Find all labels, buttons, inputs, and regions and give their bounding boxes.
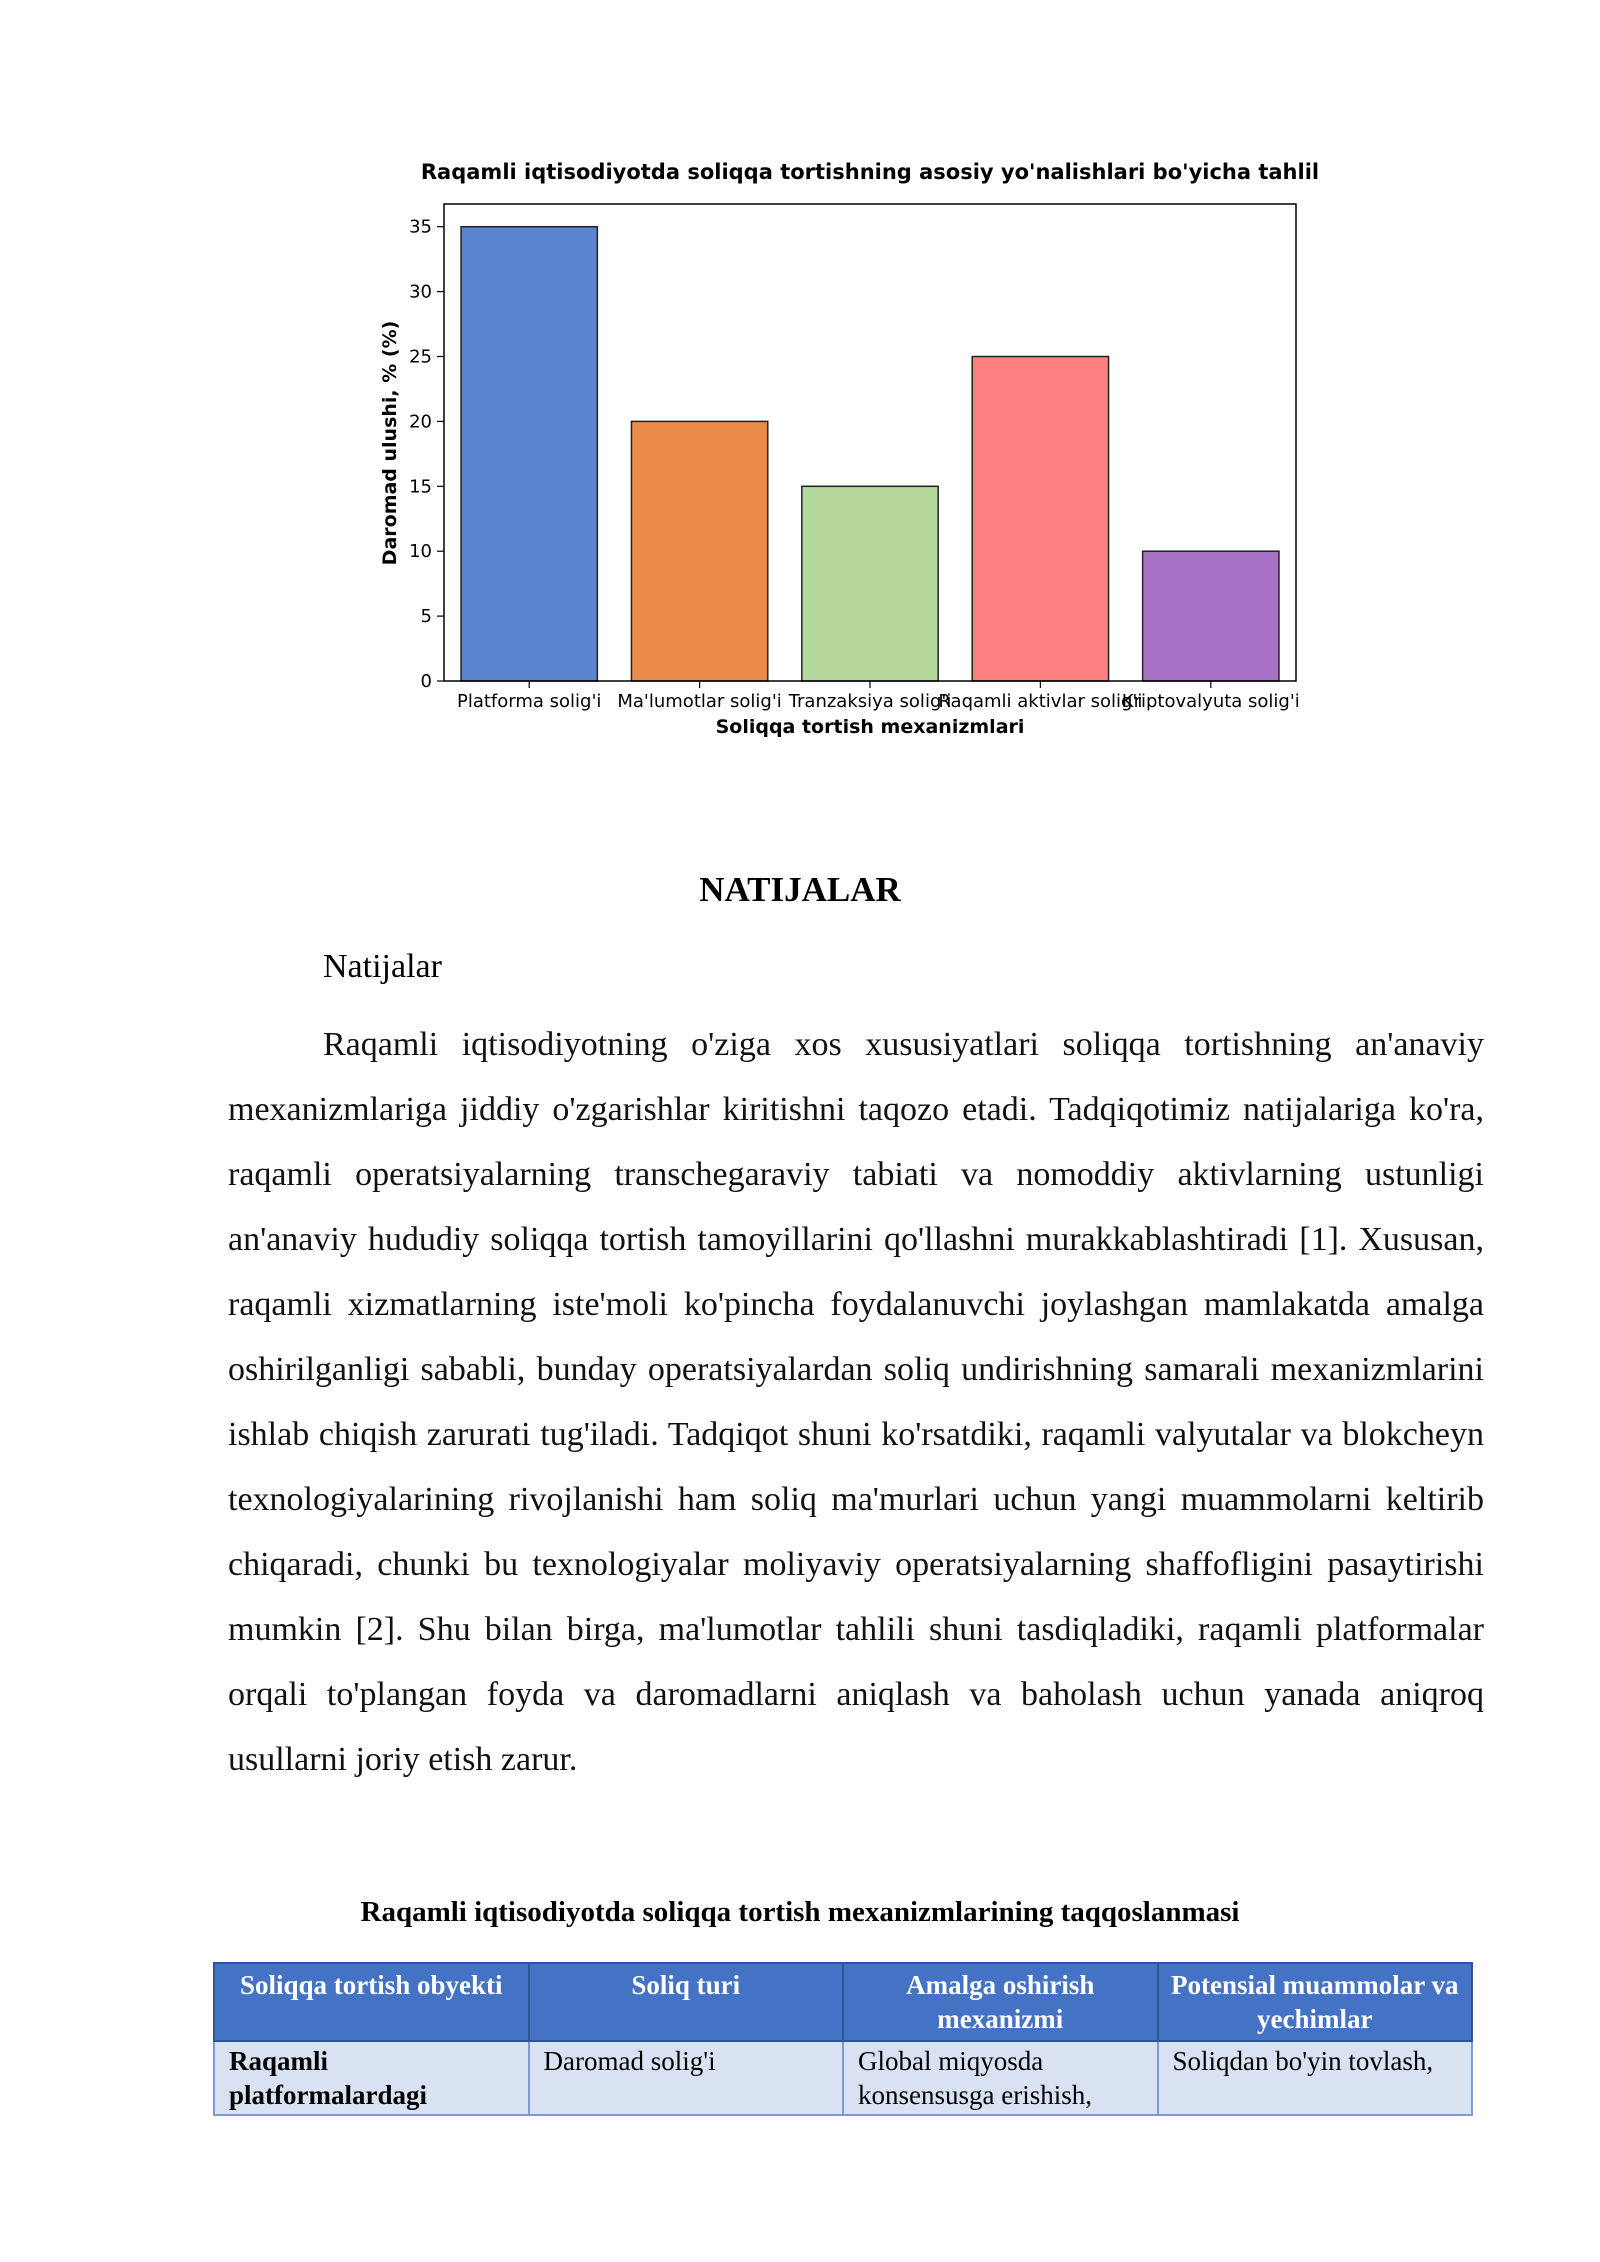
x-tick-label: Ma'lumotlar solig'i [617,691,782,712]
table-cell: Daromad solig'i [529,2041,844,2115]
x-axis-label: Soliqqa tortish mexanizmlari [715,716,1025,738]
comparison-table [213,1962,1473,2116]
x-axis-ticks [457,681,1300,712]
y-axis-ticks [409,217,444,692]
y-tick-label: 20 [409,411,432,433]
table-cell: Global miqyosda konsensusga erishish, [843,2041,1158,2115]
table-cell: Soliqdan bo'yin tovlash, [1158,2041,1473,2115]
y-tick-label: 30 [409,281,432,303]
y-tick-label: 25 [409,346,432,368]
bar [631,421,767,681]
table-row [214,2041,1472,2115]
body-paragraph: Raqamli iqtisodiyotning o'ziga xos xususiyatlari soliqqa tortishning an'anaviy mexanizmlariga jiddiy o'zgarishlar kiritishni taqozo etadi. Tadqiqotimiz natijalariga ko'ra, raqamli operatsiyalarning transchegaraviy tabiati va nomoddiy aktivlarning ustunligi an'anaviy hududiy soliqqa tortish tamoyillarini qo'llashni murakkablashtiradi [1]. Xususan, raqamli xizmatlarning iste'moli ko'pincha foydalanuvchi joylashgan mamlakatda amalga oshirilganligi sababli, bunday operatsiyalardan soliq undirishning samarali mexanizmlarini ishlab chiqish zarurati tug'iladi. Tadqiqot shuni ko'rsatdiki, raqamli valyutalar va blokcheyn texnologiyalarining rivojlanishi ham soliq ma'murlari uchun yangi muammolarni keltirib chiqaradi, chunki bu texnologiyalar moliyaviy operatsiyalarning shaffofligini pasaytirishi mumkin [2]. Shu bilan birga, ma'lumotlar tahlili shuni tasdiqladiki, raqamli platformalar orqali to'plangan foyda va daromadlarni aniqlash va baholash uchun yanada aniqroq usullarni joriy etish zarur. [228,1026,1484,1778]
table-cell: Raqamli platformalardagi [214,2041,529,2115]
y-tick-label: 35 [409,216,432,238]
subheading: Natijalar [323,948,442,985]
x-tick-label: Platforma solig'i [456,691,602,712]
bar [972,357,1108,681]
section-heading: NATIJALAR [699,870,901,909]
bar [461,227,597,681]
table-header-cell: Soliq turi [529,1963,844,2041]
y-tick-label: 0 [420,671,432,692]
table-caption: Raqamli iqtisodiyotda soliqqa tortish mexanizmlarining taqqoslanmasi [360,1896,1240,1928]
y-tick-label: 15 [409,476,432,498]
x-tick-label: Raqamli aktivlar solig'i [938,691,1143,712]
chart-title: Raqamli iqtisodiyotda soliqqa tortishning asosiy yo'nalishlari bo'yicha tahlil [420,160,1320,184]
bar [1143,551,1279,681]
y-axis-label: Daromad ulushi, % (%) [379,320,401,566]
table-header-cell: Potensial muammolar va yechimlar [1158,1963,1473,2041]
x-tick-label: Kriptovalyuta solig'i [1121,691,1300,712]
table-header-cell: Amalga oshirish mexanizmi [843,1963,1158,2041]
y-tick-label: 5 [420,606,432,628]
bar-chart [360,150,1320,750]
bar-group [461,227,1279,681]
table-header-row [214,1963,1472,2041]
bar [802,486,938,681]
table-header-cell: Soliqqa tortish obyekti [214,1963,529,2041]
y-tick-label: 10 [409,541,432,563]
x-tick-label: Tranzaksiya solig'i [788,691,952,712]
